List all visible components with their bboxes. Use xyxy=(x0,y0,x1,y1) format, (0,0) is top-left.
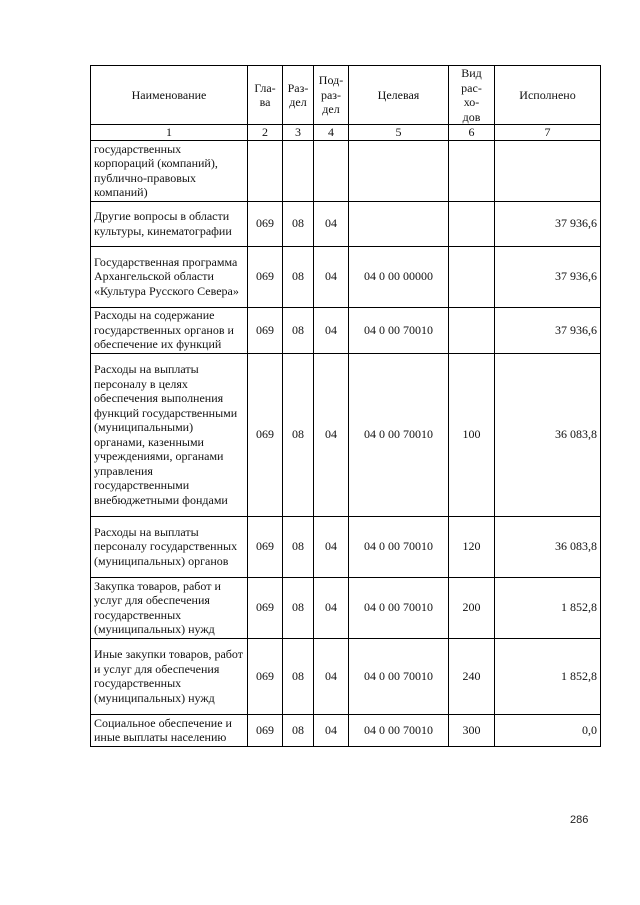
row-razdel: 08 xyxy=(283,201,314,246)
table-row xyxy=(91,140,601,201)
row-vid: 300 xyxy=(449,714,495,746)
row-podrazdel: 04 xyxy=(314,246,349,307)
row-target: 04 0 00 70010 xyxy=(349,516,449,577)
row-razdel xyxy=(283,140,314,201)
header-vid: Вид рас- хо- дов xyxy=(449,66,495,125)
row-target: 04 0 00 70010 xyxy=(349,714,449,746)
row-name: Расходы на выплаты персоналу государственных (муниципальных) органов xyxy=(91,516,248,577)
table-row xyxy=(91,714,601,746)
row-glava: 069 xyxy=(248,638,283,714)
row-name: Государственная программа Архангельской области «Культура Русского Севера» xyxy=(91,246,248,307)
row-podrazdel: 04 xyxy=(314,307,349,353)
row-vid xyxy=(449,201,495,246)
row-target: 04 0 00 00000 xyxy=(349,246,449,307)
row-vid xyxy=(449,307,495,353)
row-podrazdel: 04 xyxy=(314,201,349,246)
budget-table xyxy=(90,65,601,747)
row-razdel: 08 xyxy=(283,353,314,516)
row-name: Расходы на содержание государственных органов и обеспечение их функций xyxy=(91,307,248,353)
row-vid: 100 xyxy=(449,353,495,516)
row-vid: 240 xyxy=(449,638,495,714)
row-name: Социальное обеспечение и иные выплаты населению xyxy=(91,714,248,746)
table-row xyxy=(91,577,601,638)
page-number: 286 xyxy=(570,814,589,826)
row-executed: 36 083,8 xyxy=(495,516,601,577)
row-razdel: 08 xyxy=(283,516,314,577)
column-number: 2 xyxy=(248,125,283,141)
row-executed: 1 852,8 xyxy=(495,577,601,638)
table-row xyxy=(91,638,601,714)
row-executed: 37 936,6 xyxy=(495,201,601,246)
row-target xyxy=(349,140,449,201)
table-header-row xyxy=(91,66,601,125)
row-executed: 1 852,8 xyxy=(495,638,601,714)
row-vid xyxy=(449,246,495,307)
table-row xyxy=(91,201,601,246)
row-executed: 37 936,6 xyxy=(495,307,601,353)
row-glava: 069 xyxy=(248,353,283,516)
row-podrazdel: 04 xyxy=(314,638,349,714)
header-target: Целевая xyxy=(349,66,449,125)
row-name: государственных корпораций (компаний), публично-правовых компаний) xyxy=(91,140,248,201)
row-executed: 36 083,8 xyxy=(495,353,601,516)
header-glava: Гла- ва xyxy=(248,66,283,125)
row-razdel: 08 xyxy=(283,246,314,307)
row-glava xyxy=(248,140,283,201)
row-target: 04 0 00 70010 xyxy=(349,353,449,516)
row-target xyxy=(349,201,449,246)
row-glava: 069 xyxy=(248,714,283,746)
row-name: Закупка товаров, работ и услуг для обеспечения государственных (муниципальных) нужд xyxy=(91,577,248,638)
header-podrazdel: Под- раз- дел xyxy=(314,66,349,125)
column-number: 1 xyxy=(91,125,248,141)
row-target: 04 0 00 70010 xyxy=(349,577,449,638)
row-executed: 0,0 xyxy=(495,714,601,746)
row-executed: 37 936,6 xyxy=(495,246,601,307)
row-glava: 069 xyxy=(248,307,283,353)
row-podrazdel: 04 xyxy=(314,577,349,638)
row-glava: 069 xyxy=(248,577,283,638)
row-podrazdel: 04 xyxy=(314,516,349,577)
row-vid xyxy=(449,140,495,201)
header-name: Наименование xyxy=(91,66,248,125)
row-vid: 120 xyxy=(449,516,495,577)
row-target: 04 0 00 70010 xyxy=(349,307,449,353)
row-razdel: 08 xyxy=(283,714,314,746)
row-executed xyxy=(495,140,601,201)
row-glava: 069 xyxy=(248,201,283,246)
row-glava: 069 xyxy=(248,246,283,307)
row-razdel: 08 xyxy=(283,638,314,714)
table-row xyxy=(91,307,601,353)
row-podrazdel: 04 xyxy=(314,714,349,746)
row-glava: 069 xyxy=(248,516,283,577)
header-razdel: Раз- дел xyxy=(283,66,314,125)
table-row xyxy=(91,516,601,577)
header-executed: Исполнено xyxy=(495,66,601,125)
column-number: 3 xyxy=(283,125,314,141)
column-number: 6 xyxy=(449,125,495,141)
row-vid: 200 xyxy=(449,577,495,638)
column-number: 5 xyxy=(349,125,449,141)
table-row xyxy=(91,353,601,516)
row-podrazdel: 04 xyxy=(314,353,349,516)
row-podrazdel xyxy=(314,140,349,201)
row-name: Иные закупки товаров, работ и услуг для обеспечения государственных (муниципальных) нужд xyxy=(91,638,248,714)
column-number: 4 xyxy=(314,125,349,141)
table-row xyxy=(91,246,601,307)
column-number: 7 xyxy=(495,125,601,141)
row-razdel: 08 xyxy=(283,577,314,638)
column-number-row xyxy=(91,125,601,141)
row-target: 04 0 00 70010 xyxy=(349,638,449,714)
row-name: Другие вопросы в области культуры, кинематографии xyxy=(91,201,248,246)
row-name: Расходы на выплаты персоналу в целях обеспечения выполнения функций государственными (муниципальными) органами, казенными учреждениями, органами управления государственными внебюджетными фондами xyxy=(91,353,248,516)
row-razdel: 08 xyxy=(283,307,314,353)
